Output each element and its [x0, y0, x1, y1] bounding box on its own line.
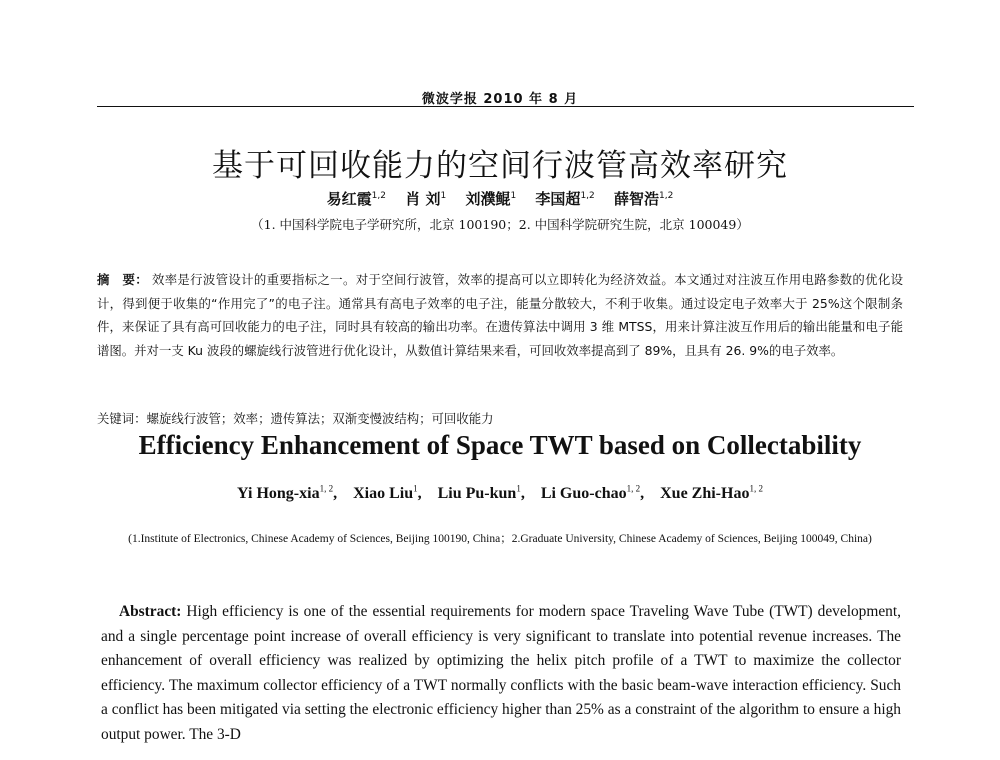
english-abstract — [101, 600, 901, 748]
english-author: Liu Pu-kun$^1$, — [437, 484, 525, 503]
english-abstract-label: Abstract: — [119, 603, 182, 620]
chinese-abstract-text: 效率是行波管设计的重要指标之一。对于空间行波管，效率的提高可以立即转化为经济效益。本文通过对注波互作用电路参数的优化设计，得到便于收集的“作用完了”的电子注。通常具有高电子效率的电子注，能量分散较大，不利于收集。通过设定电子效率大于 25%这个限制条件，来保证了具有高可回收能力的电子注，同时具有较高的输出功率。在遗传算法中调用 3 维 MTSS，用来计算注波互作用后的输出能量和电子能谱图。并对一支 Ku 波段的螺旋线行波管进行优化设计，从数值计算结果来看，可回收效率提高到了 89%，且具有 26. 9%的电子效率。 — [97, 272, 904, 359]
chinese-affiliation: （1. 中国科学院电子学研究所，北京 100190；2. 中国科学院研究生院，北京 100049） — [251, 217, 749, 232]
english-abstract-text: High efficiency is one of the essential requirements for modern space Traveling Wave Tube (TWT) development, and a single percentage point increase of overall efficiency is very significant to translate into potential revenue increases. The enhancement of overall efficiency was realized by optimizing the helix pitch profile of a TWT to maximize the collector efficiency. The maximum collector efficiency of a TWT normally conflicts with the basic beam-wave interaction efficiency. Such a conflict has been mitigated via setting the electronic efficiency higher than 25% as a constraint of the algorithm to ensure a high output power. The 3-D — [101, 603, 901, 743]
chinese-title: 基于可回收能力的空间行波管高效率研究 — [212, 148, 788, 184]
english-author: Xue Zhi-Hao$^{1, 2}$ — [660, 484, 763, 503]
chinese-author: 李国超$^{1,2}$ — [535, 190, 595, 208]
english-affiliation: (1.Institute of Electronics, Chinese Academy of Sciences, Beijing 100190, China；2.Graduate University, Chinese Academy of Sciences, Beijing 100049, China) — [128, 533, 872, 545]
english-author: Li Guo-chao$^{1, 2}$, — [540, 484, 645, 503]
english-author-list — [0, 484, 1000, 503]
english-author: Yi Hong-xia$^{1, 2}$, — [237, 484, 338, 503]
chinese-keywords — [97, 409, 903, 429]
english-title: Efficiency Enhancement of Space TWT based on Collectability — [138, 430, 862, 460]
chinese-author-list — [0, 188, 1000, 209]
chinese-author: 刘濮鲲$^1$ — [465, 190, 517, 208]
running-header: 微波学报 2010 年 8 月 — [421, 92, 579, 107]
chinese-author: 薛智浩$^{1,2}$ — [614, 190, 674, 208]
chinese-keywords-label: 关键词： — [97, 411, 147, 426]
chinese-abstract-label: 摘 要： — [97, 272, 148, 287]
chinese-keywords-text: 螺旋线行波管；效率；遗传算法；双渐变慢波结构；可回收能力 — [146, 411, 494, 426]
header-rule — [97, 106, 914, 107]
chinese-author: 肖 刘$^1$ — [405, 190, 447, 208]
english-author: Xiao Liu$^1$, — [353, 484, 422, 503]
chinese-abstract — [97, 268, 903, 363]
chinese-author: 易红霞$^{1,2}$ — [326, 190, 386, 208]
